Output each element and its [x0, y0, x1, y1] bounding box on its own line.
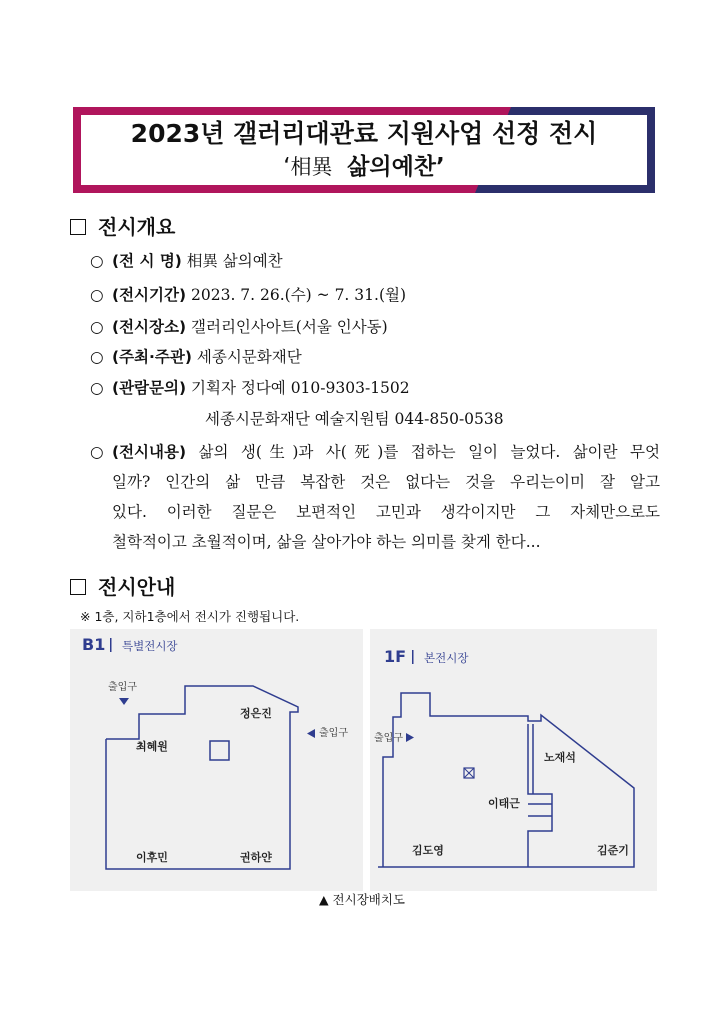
1f-partition: [528, 724, 552, 867]
content-line-1: [112, 437, 660, 467]
b1-pillar: [210, 741, 229, 760]
artist-label: 이태근: [488, 797, 520, 810]
arrow-right-icon: [406, 733, 414, 742]
title-banner-inner: [81, 115, 647, 185]
map-title-b1: 특별전시장: [122, 639, 178, 653]
quote-close: ’: [436, 154, 445, 180]
floor-label-b1: B1: [82, 635, 106, 654]
artist-label: 정은진: [240, 707, 272, 720]
overview-item-contact: [90, 374, 410, 403]
item-label: (전시기간): [112, 286, 187, 304]
1f-wall-outline: [378, 693, 634, 867]
artist-label: 권하얀: [240, 851, 272, 864]
title-banner: [73, 107, 655, 193]
b1-entrance-label-2: 출입구: [319, 728, 348, 739]
arrow-left-icon: [307, 729, 315, 738]
title-hanja: 相異: [290, 155, 333, 179]
item-value: 기획자 정다예 010-9303-1502: [191, 379, 410, 397]
b1-entrance-label-1: 출입구: [108, 682, 137, 693]
checkbox-square-icon: [70, 579, 86, 595]
floor-map-b1: [70, 629, 363, 891]
circle-bullet-icon: ○: [90, 286, 104, 304]
overview-item-host: [90, 343, 302, 372]
overview-item-name: [90, 247, 283, 276]
title-exhibition-name: 삶의예찬: [347, 154, 437, 180]
section-heading-guide: [70, 571, 175, 600]
arrow-down-icon: [119, 698, 129, 705]
circle-bullet-icon: ○: [90, 379, 104, 397]
circle-bullet-icon: ○: [90, 318, 104, 336]
item-value: 相異 삶의예찬: [186, 252, 283, 270]
section-heading-text: 전시안내: [98, 575, 176, 599]
floor-map-1f-svg: [370, 629, 657, 891]
quote-open: ‘: [283, 154, 291, 180]
floor-map-1f: [370, 629, 657, 891]
artist-label: 김도영: [412, 844, 444, 857]
map-title-1f: 본전시장: [424, 651, 469, 665]
item-label: (관람문의): [112, 379, 187, 397]
circle-bullet-icon: ○: [90, 252, 104, 270]
item-label: (전시장소): [112, 318, 187, 336]
content-line-2: 일까? 인간의 삶 만큼 복잡한 것은 없다는 것을 우리는이미 잘 알고: [112, 473, 660, 491]
section-heading-overview: [70, 211, 175, 240]
divider: [110, 638, 112, 652]
content-line-3: 있다. 이러한 질문은 보편적인 고민과 생각이지만 그 자체만으로도: [112, 503, 660, 521]
artist-label: 이후민: [136, 851, 168, 864]
contact-extra: 세종시문화재단 예술지원팀 044-850-0538: [205, 410, 504, 428]
overview-item-venue: [90, 313, 388, 342]
checkbox-square-icon: [70, 219, 86, 235]
circle-bullet-icon: ○: [90, 443, 104, 461]
circle-bullet-icon: ○: [90, 348, 104, 366]
artist-label: 최혜원: [136, 740, 168, 753]
item-value: 2023. 7. 26.(수) ~ 7. 31.(월): [191, 286, 407, 304]
item-value: 갤러리인사아트(서울 인사동): [191, 318, 388, 336]
overview-item-content: [90, 437, 660, 557]
title-line-2: [283, 151, 445, 183]
floor-label-1f: 1F: [384, 647, 407, 666]
item-label: (전 시 명): [112, 252, 182, 270]
item-value: 세종시문화재단: [196, 348, 302, 366]
section-heading-text: 전시개요: [98, 215, 176, 239]
map-caption: ▲ 전시장배치도: [318, 892, 406, 907]
item-label: (주최·주관): [112, 348, 192, 366]
floor-map-b1-svg: [70, 629, 363, 891]
artist-label: 노재석: [544, 751, 576, 764]
content-text: 삶의 생(生)과 사(死)를 접하는 일이 늘었다. 삶이란 무엇: [198, 443, 660, 461]
item-label: (전시내용): [112, 443, 187, 461]
title-line-1: 2023년 갤러리대관료 지원사업 선정 전시: [130, 119, 598, 148]
1f-entrance-label: 출입구: [374, 733, 403, 744]
guide-note: ※ 1층, 지하1층에서 전시가 진행됩니다.: [80, 609, 300, 624]
overview-item-period: [90, 281, 406, 310]
divider: [412, 650, 414, 664]
artist-label: 김준기: [597, 844, 629, 857]
content-line-4: 철학적이고 초월적이며, 삶을 살아가야 하는 의미를 찾게 한다...: [112, 533, 541, 551]
